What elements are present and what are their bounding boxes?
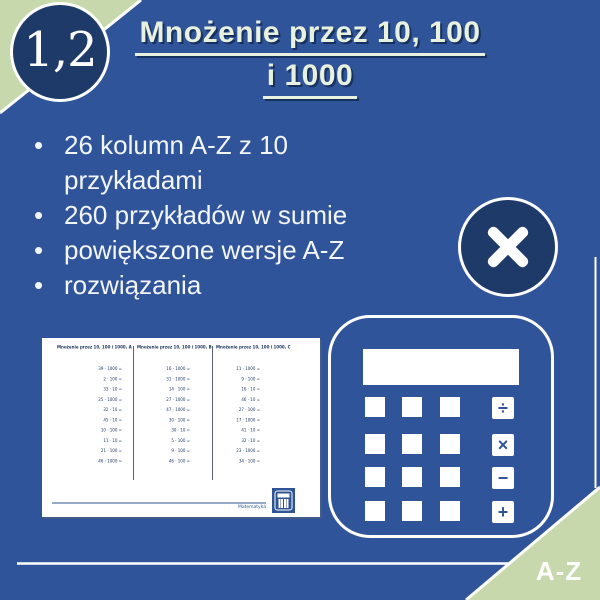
problem-item: 2 · 100 = <box>103 376 122 382</box>
problem-item: 30 · 10 = <box>171 428 190 433</box>
problem-list <box>216 364 320 467</box>
problem-item: 21 · 100 = <box>100 448 122 453</box>
column-divider <box>212 346 213 480</box>
page-title-line1: Mnożenie przez 10, 100 <box>135 16 484 56</box>
problem-item: 27 · 100 = <box>238 407 260 412</box>
problem-item: 9 · 100 = <box>171 448 190 453</box>
worksheet-page <box>42 338 320 517</box>
calc-number-button <box>402 501 422 521</box>
problem-item: 33 · 10 = <box>103 387 122 392</box>
divide-icon: ÷ <box>492 397 514 419</box>
problem-item: 31 · 1000 = <box>166 376 190 382</box>
feature-item: • rozwiązania <box>30 268 360 303</box>
problem-item: 5 · 100 = <box>171 438 190 443</box>
problem-item: 30 · 100 = <box>168 417 190 423</box>
problem-item: 46 · 1000 = <box>98 458 122 464</box>
plus-icon: + <box>492 501 514 523</box>
calc-number-button <box>402 467 422 487</box>
calculator-display <box>363 349 519 385</box>
problem-list <box>57 364 133 467</box>
problem-item: 34 · 100 = <box>238 458 260 464</box>
calc-number-button <box>402 397 422 417</box>
problem-item: 11 · 1000 = <box>236 366 260 371</box>
calc-number-button <box>440 501 460 521</box>
worksheet-column-a <box>42 345 133 467</box>
problem-item: 32 · 10 = <box>103 407 122 412</box>
problem-item: 47 · 1000 = <box>166 407 190 412</box>
brand-logo <box>272 488 295 513</box>
problem-item: 17 · 1000 = <box>236 417 260 423</box>
problem-item: 41 · 10 = <box>241 428 260 433</box>
problem-item: 45 · 10 = <box>103 417 122 423</box>
problem-item: 27 · 1000 = <box>166 397 190 402</box>
multiplication-badge <box>458 197 558 297</box>
columns-building-icon <box>275 491 293 511</box>
page-title <box>110 16 510 99</box>
problem-item: 9 · 100 = <box>241 376 260 382</box>
worksheet-column-header: Mnożenie przez 10, 100 i 1000, C <box>216 345 291 350</box>
calculator-illustration <box>328 315 554 538</box>
calc-number-button <box>365 501 385 521</box>
calc-number-button <box>365 434 385 454</box>
problem-item: 10 · 100 = <box>100 428 122 433</box>
worksheet-column-c <box>212 345 320 467</box>
feature-list <box>30 128 360 303</box>
problem-item: 46 · 10 = <box>241 397 260 402</box>
problem-item: 46 · 100 = <box>168 458 190 464</box>
calc-number-button <box>440 467 460 487</box>
calc-number-button <box>440 434 460 454</box>
problem-item: 25 · 1000 = <box>98 397 122 402</box>
calc-number-button <box>402 434 422 454</box>
problem-item: 23 · 1000 = <box>236 448 260 453</box>
feature-item: • 260 przykładów w sumie <box>30 198 360 233</box>
problem-item: 39 · 1000 = <box>98 366 122 371</box>
worksheet-columns <box>42 345 320 467</box>
grade-badge <box>10 2 110 102</box>
problem-list <box>137 364 212 467</box>
grade-badge-label: 1,2 <box>23 22 97 78</box>
problem-item: 16 · 10 = <box>241 387 260 392</box>
worksheet-column-b <box>133 345 212 467</box>
page-title-line2: i 1000 <box>263 59 357 99</box>
corner-range-label: A-Z <box>535 556 583 586</box>
problem-item: 14 · 100 = <box>168 387 190 392</box>
worksheet-column-header: Mnożenie przez 10, 100 i 1000, B <box>137 345 212 350</box>
problem-item: 16 · 1000 = <box>166 366 190 371</box>
calc-number-button <box>365 467 385 487</box>
feature-item: • powiększone wersje A-Z <box>30 233 360 268</box>
minus-icon: − <box>492 467 514 489</box>
worksheet-footer-line <box>52 503 266 504</box>
problem-item: 11 · 10 = <box>103 438 122 443</box>
column-divider <box>133 346 134 480</box>
calc-number-button <box>365 397 385 417</box>
multiply-icon: × <box>492 434 514 456</box>
calc-number-button <box>440 397 460 417</box>
problem-item: 32 · 10 = <box>241 438 260 443</box>
feature-item: • 26 kolumn A-Z z 10 przykładami <box>30 128 360 198</box>
worksheet-preview <box>42 338 320 517</box>
brand-label: Matematyka <box>237 504 266 510</box>
worksheet-column-header: Mnożenie przez 10, 100 i 1000, A <box>57 345 132 350</box>
